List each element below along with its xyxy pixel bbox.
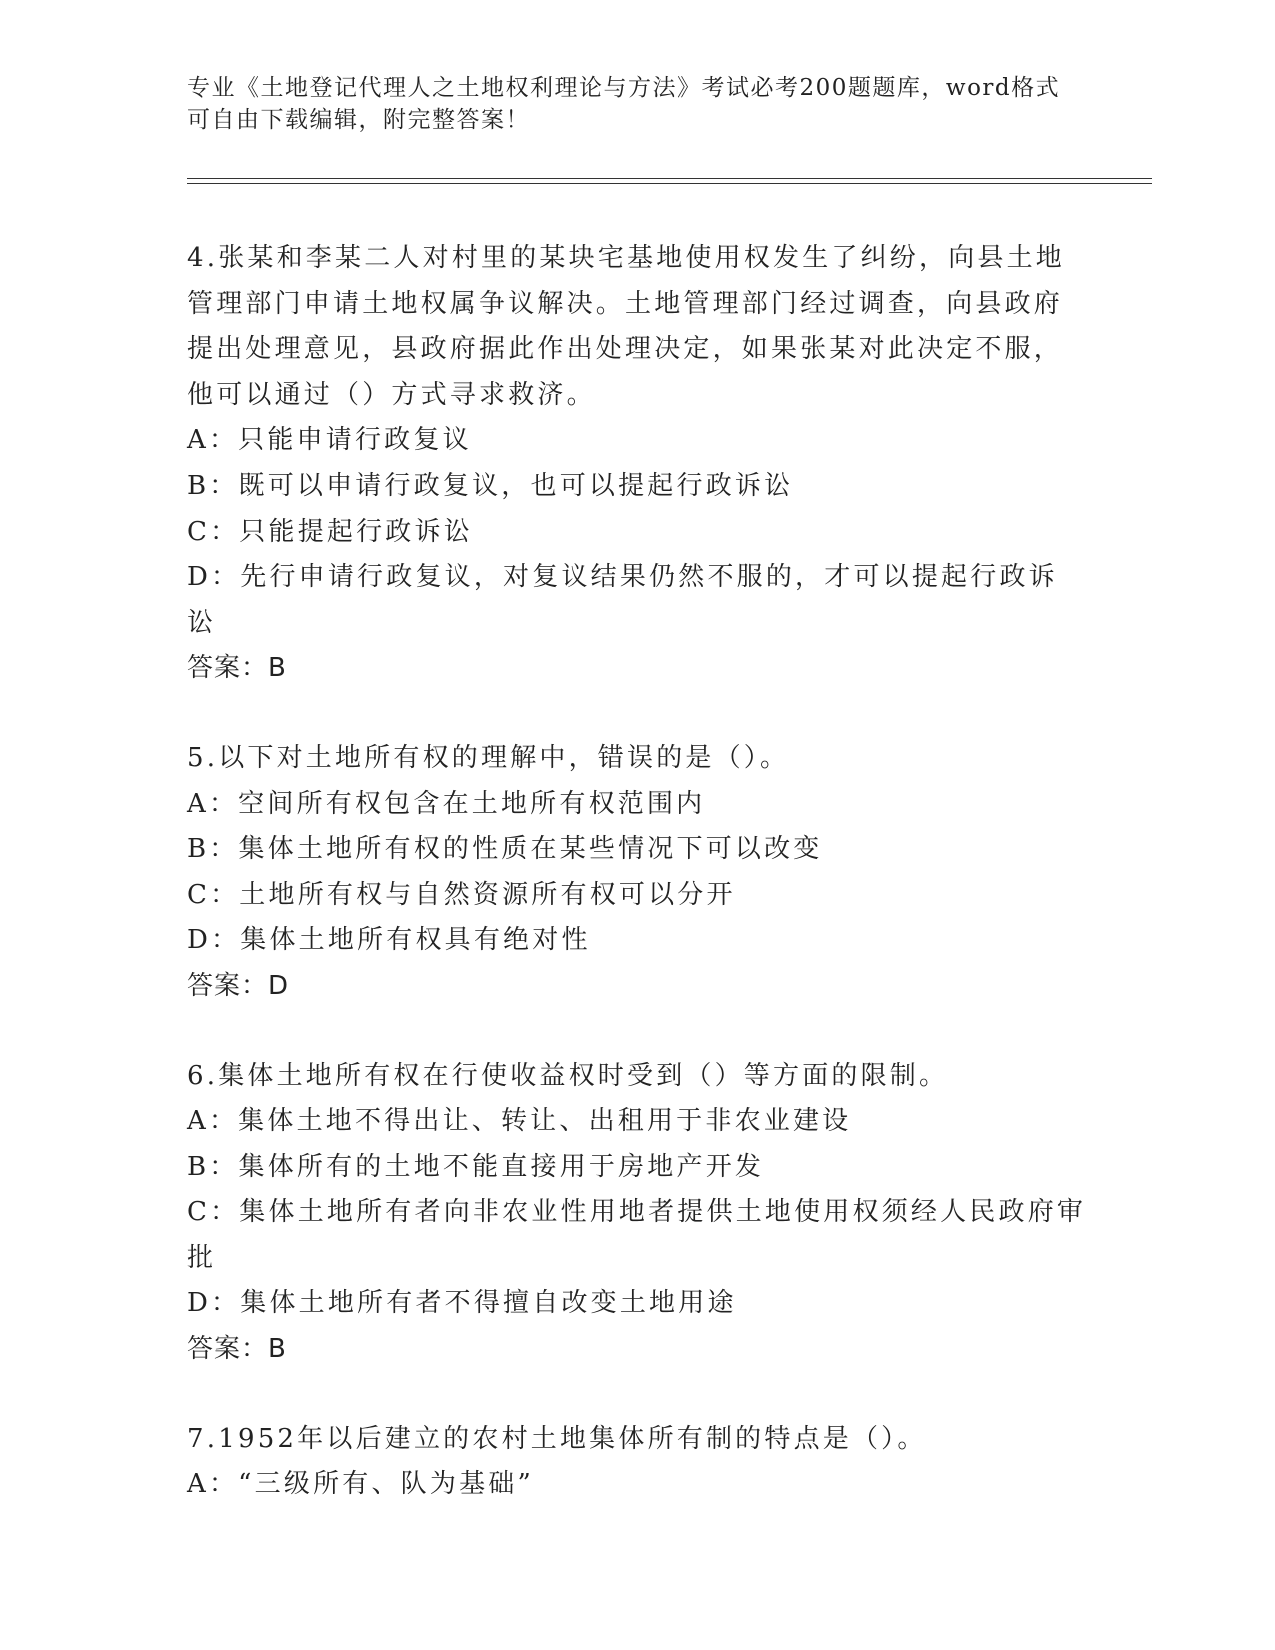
question-stem-line: 4.张某和李某二人对村里的某块宅基地使用权发生了纠纷，向县土地 [187,243,1066,273]
answer-option: A：空间所有权包含在土地所有权范围内 [187,788,706,819]
header-line-2: 可自由下载编辑，附完整答案！ [187,107,530,133]
question-block [187,736,1087,1010]
answer-option: B：集体所有的土地不能直接用于房地产开发 [187,1151,765,1182]
answer-key: 答案：D [187,970,290,1001]
question-stem-line: 提出处理意见，县政府据此作出处理决定，如果张某对此决定不服， [187,334,1064,365]
answer-option: C：集体土地所有者向非农业性用地者提供土地使用权须经人民政府审 [187,1197,1087,1228]
answer-option: C：只能提起行政诉讼 [187,516,473,547]
header-divider-top [187,178,1152,179]
answer-option: C：土地所有权与自然资源所有权可以分开 [187,879,736,910]
question-list [187,236,1087,1508]
question-block [187,1054,1087,1373]
question-block [187,236,1087,692]
question-stem-line: 5.以下对土地所有权的理解中，错误的是（）。 [187,742,790,773]
answer-option: D：集体土地所有者不得擅自改变土地用途 [187,1288,737,1319]
question-stem-line: 7.1952年以后建立的农村土地集体所有制的特点是（）。 [187,1423,927,1454]
answer-option: A：集体土地不得出让、转让、出租用于非农业建设 [187,1106,852,1137]
question-stem-line: 他可以通过（）方式寻求救济。 [187,379,596,410]
answer-key: 答案：B [187,1334,287,1365]
question-stem-line: 6.集体土地所有权在行使收益权时受到（）等方面的限制。 [187,1060,949,1091]
answer-option: D：先行申请行政复议，对复议结果仍然不服的，才可以提起行政诉讼 [187,562,1058,638]
header-divider-bottom [187,183,1152,184]
answer-option: B：既可以申请行政复议，也可以提起行政诉讼 [187,470,794,501]
answer-option: 批 [187,1242,217,1273]
answer-option: A：“三级所有、队为基础” [187,1469,534,1500]
question-block [187,1417,1087,1508]
question-stem-line: 管理部门申请土地权属争议解决。土地管理部门经过调查，向县政府 [187,288,1064,319]
document-header [187,72,1067,136]
answer-option: D：集体土地所有权具有绝对性 [187,925,591,956]
answer-key: 答案：B [187,653,287,684]
header-line-1: 专业《土地登记代理人之土地权利理论与方法》考试必考200题题库，word格式 [187,75,1061,101]
answer-option: A：只能申请行政复议 [187,425,472,456]
answer-option: B：集体土地所有权的性质在某些情况下可以改变 [187,834,823,865]
